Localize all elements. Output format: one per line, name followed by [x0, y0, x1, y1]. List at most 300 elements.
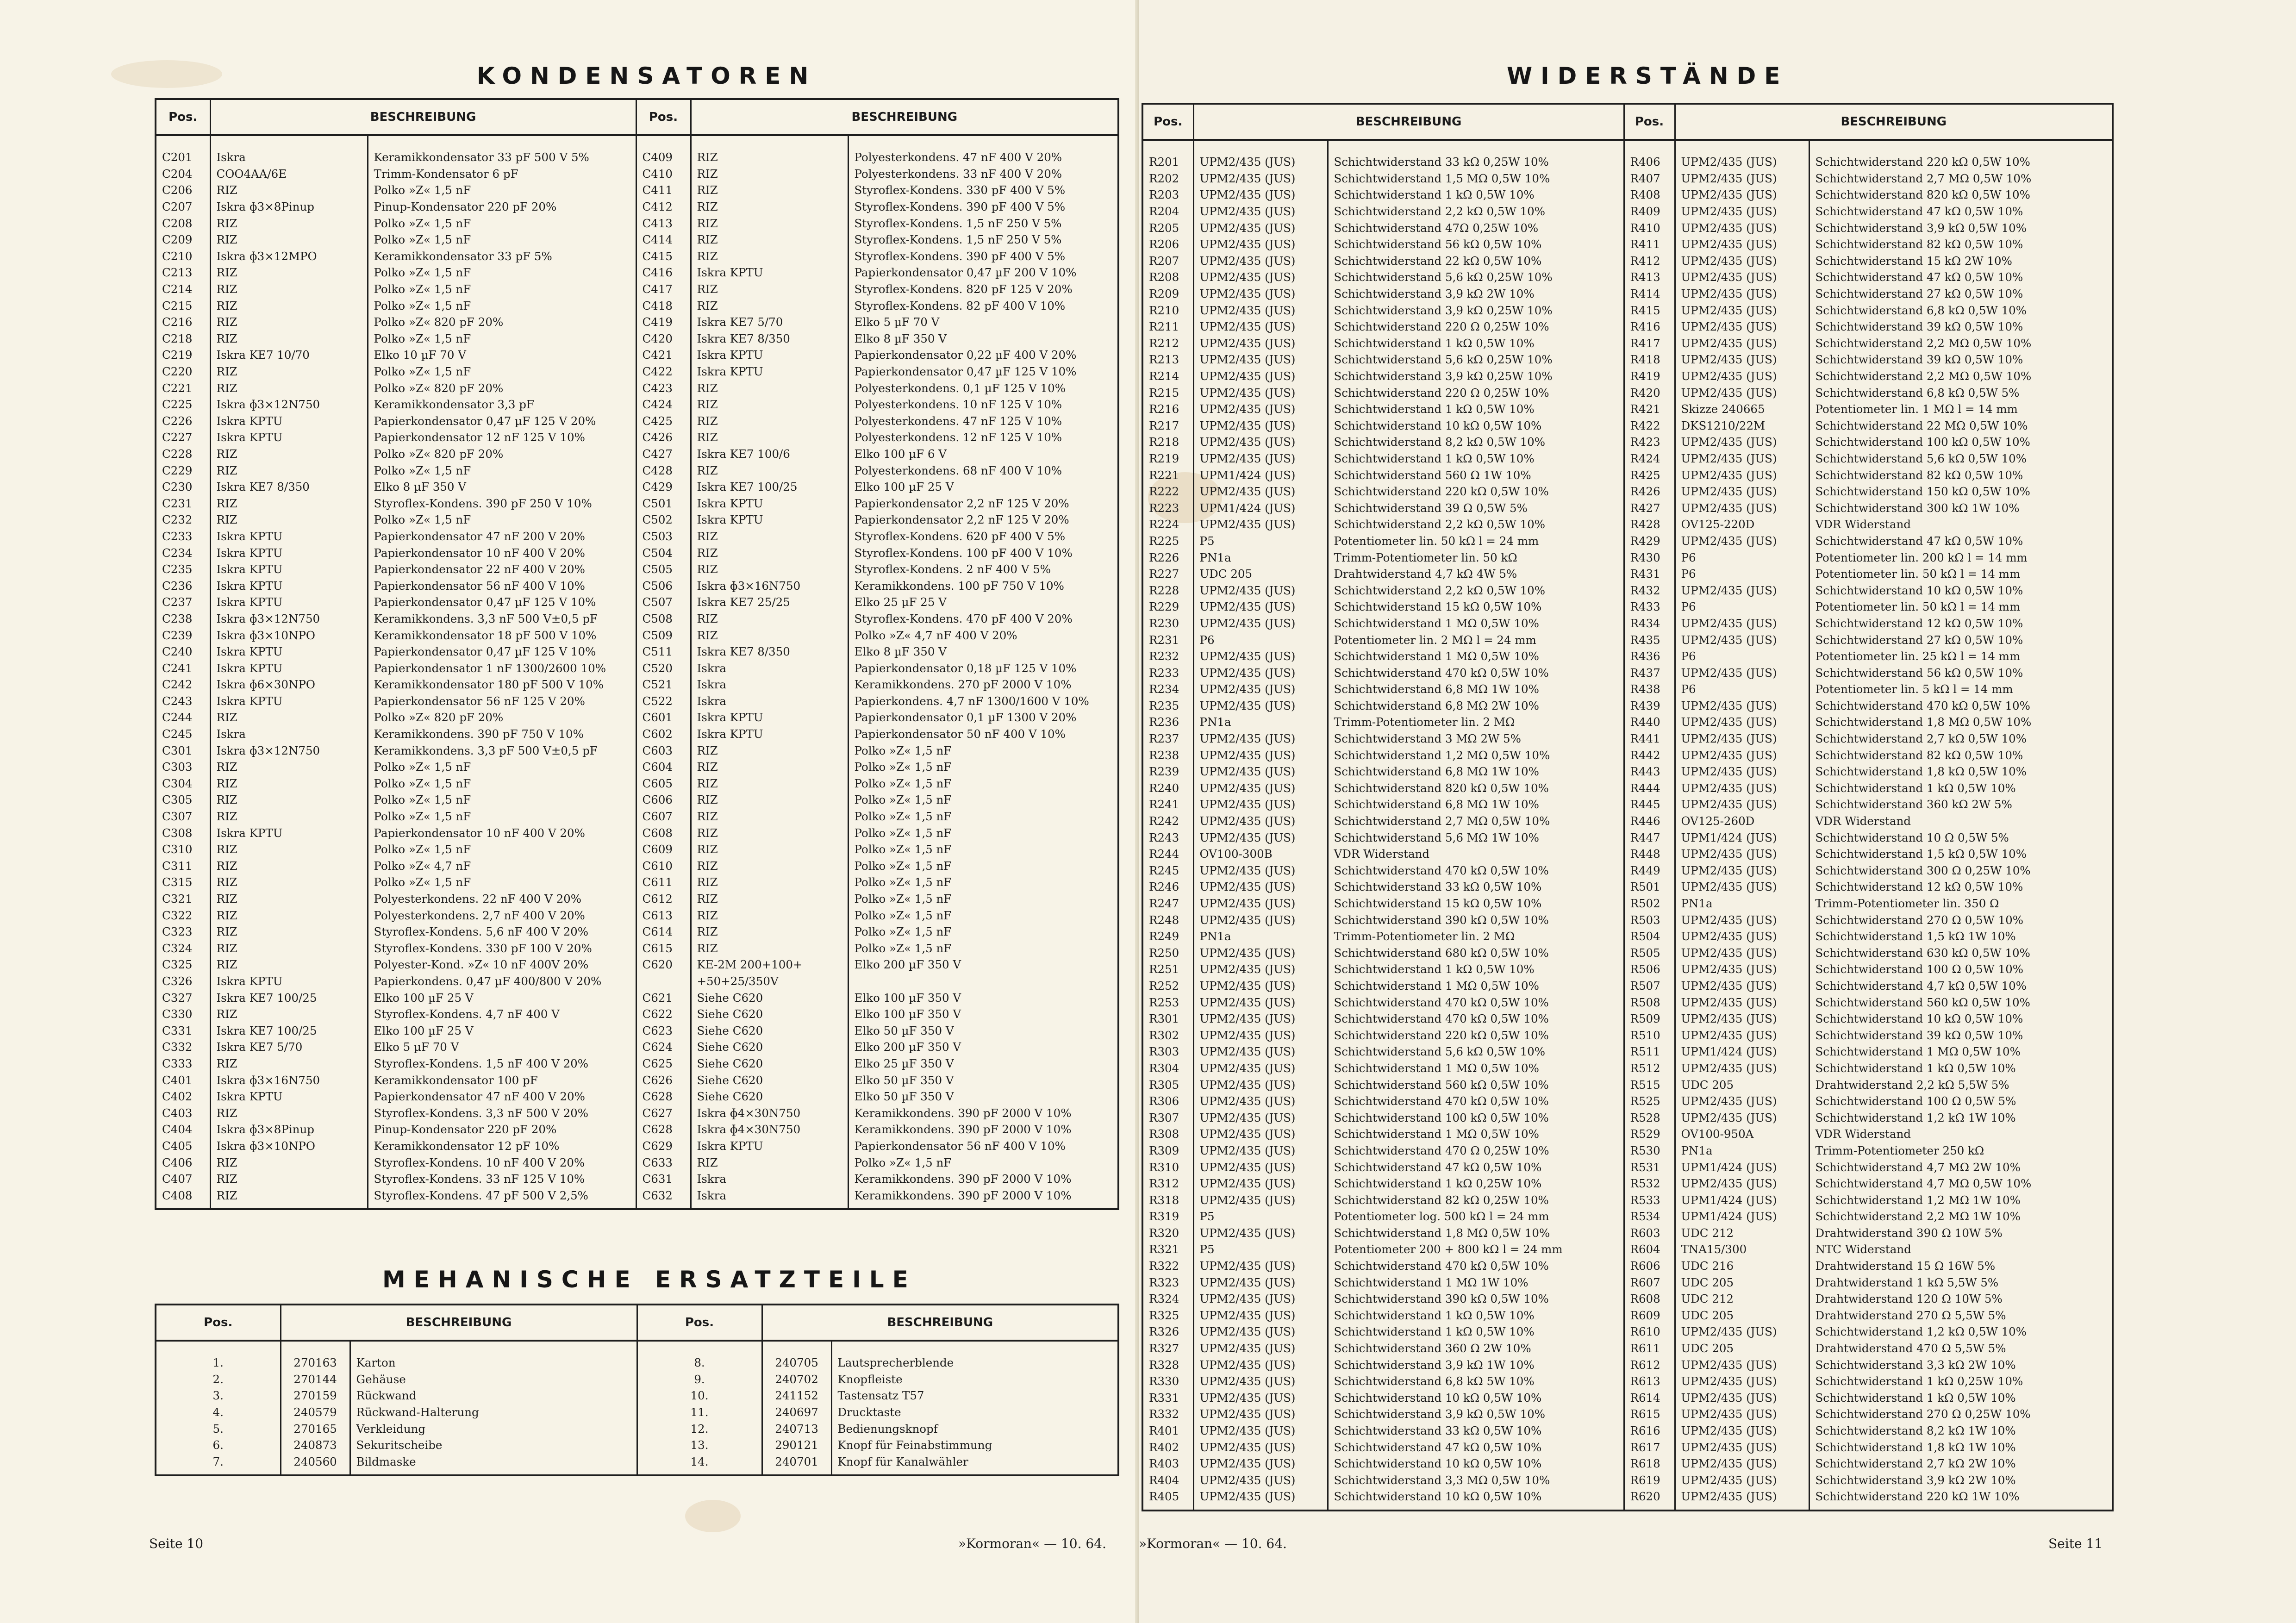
part-position: C622 — [636, 1006, 691, 1023]
part-position: R332 — [1142, 1406, 1193, 1423]
part-description: Polko »Z« 820 pF 20% — [368, 314, 636, 331]
part-position: R606 — [1624, 1258, 1675, 1274]
part-type: Iskra ɸ3×16N750 — [210, 1072, 368, 1088]
table-row — [1142, 467, 2113, 483]
part-description: Potentiometer log. 500 kΩ l = 24 mm — [1328, 1208, 1624, 1225]
part-description: Schichtwiderstand 4,7 MΩ 2W 10% — [1809, 1159, 2113, 1175]
part-description: Knopf für Feinabstimmung — [831, 1437, 1118, 1454]
part-type: UPM2/435 (JUS) — [1193, 351, 1328, 368]
table-row — [1142, 1340, 2113, 1357]
part-description: Styroflex-Kondens. 1,5 nF 400 V 20% — [368, 1055, 636, 1072]
table-row — [1142, 730, 2113, 747]
part-position: R217 — [1142, 418, 1193, 434]
part-position: R408 — [1624, 187, 1675, 203]
part-type: Iskra KPTU — [691, 1138, 848, 1155]
part-description: Polko »Z« 1,5 nF — [368, 331, 636, 347]
part-description: Keramikkondens. 390 pF 2000 V 10% — [848, 1105, 1118, 1121]
part-position: R226 — [1142, 549, 1193, 566]
part-description: Schichtwiderstand 2,2 kΩ 0,5W 10% — [1328, 516, 1624, 533]
part-position: C213 — [156, 264, 210, 281]
table-row — [156, 858, 1118, 874]
part-description: Schichtwiderstand 3,9 kΩ 0,5W 10% — [1328, 1406, 1624, 1423]
table-row — [1142, 1060, 2113, 1077]
header-beschreibung: BESCHREIBUNG — [762, 1305, 1118, 1341]
part-description: Polko »Z« 1,5 nF — [848, 874, 1118, 891]
part-position: R416 — [1624, 318, 1675, 335]
part-position: R330 — [1142, 1373, 1193, 1390]
table-row — [1142, 895, 2113, 912]
table-row — [1142, 1011, 2113, 1027]
part-description: Rückwand-Halterung — [350, 1404, 637, 1421]
part-position: R432 — [1624, 582, 1675, 599]
part-position: R305 — [1142, 1076, 1193, 1093]
part-type: RIZ — [691, 611, 848, 627]
part-type: COO4AA/6E — [210, 166, 368, 182]
kondensatoren-title: KONDENSATOREN — [477, 62, 817, 89]
part-description: Elko 100 µF 25 V — [848, 479, 1118, 495]
part-position: R252 — [1142, 978, 1193, 994]
table-row — [1142, 1390, 2113, 1406]
part-description: Papierkondensator 0,22 µF 400 V 20% — [848, 347, 1118, 363]
part-description: Schichtwiderstand 82 kΩ 0,25W 10% — [1328, 1192, 1624, 1208]
part-description: Polko »Z« 1,5 nF — [368, 808, 636, 825]
part-position: R214 — [1142, 368, 1193, 385]
part-type: RIZ — [210, 1006, 368, 1023]
part-description: Schichtwiderstand 8,2 kΩ 1W 10% — [1809, 1423, 2113, 1439]
part-description: Keramikkondens. 390 pF 2000 V 10% — [848, 1121, 1118, 1138]
part-description: Schichtwiderstand 47 kΩ 0,5W 10% — [1809, 533, 2113, 549]
part-description: Elko 50 µF 350 V — [848, 1022, 1118, 1039]
part-description: Elko 100 µF 6 V — [848, 446, 1118, 462]
part-position: R613 — [1624, 1373, 1675, 1390]
table-row — [1142, 1439, 2113, 1455]
part-position: C603 — [636, 742, 691, 759]
part-position: C303 — [156, 759, 210, 775]
part-type: UPM1/424 (JUS) — [1193, 499, 1328, 516]
part-type: RIZ — [210, 792, 368, 808]
part-position: R246 — [1142, 879, 1193, 895]
part-position: C520 — [636, 660, 691, 676]
part-type: RIZ — [210, 512, 368, 528]
part-type: RIZ — [210, 940, 368, 957]
part-type: UPM2/435 (JUS) — [1675, 269, 1809, 286]
part-position: C521 — [636, 676, 691, 693]
part-position: C327 — [156, 989, 210, 1006]
part-position: R240 — [1142, 780, 1193, 797]
part-position — [636, 973, 691, 990]
part-description: Papierkondensator 0,47 µF 125 V 10% — [368, 643, 636, 660]
part-description: Drahtwiderstand 270 Ω 5,5W 5% — [1809, 1307, 2113, 1324]
part-type: OV125-220D — [1675, 516, 1809, 533]
part-description: Papierkondensator 47 nF 200 V 20% — [368, 528, 636, 545]
part-type: UPM2/435 (JUS) — [1675, 434, 1809, 450]
part-type: PN1a — [1193, 928, 1328, 945]
table-row — [1142, 631, 2113, 648]
part-type: Iskra ɸ3×10NPO — [210, 627, 368, 643]
header-beschreibung: BESCHREIBUNG — [1193, 104, 1624, 140]
widerstaende-body — [1142, 140, 2113, 1511]
part-type: UPM2/435 (JUS) — [1193, 269, 1328, 286]
part-position: C207 — [156, 199, 210, 215]
part-type: UPM2/435 (JUS) — [1675, 499, 1809, 516]
table-row — [1142, 302, 2113, 318]
part-type: RIZ — [210, 446, 368, 462]
part-position: R242 — [1142, 813, 1193, 830]
part-type: UDC 205 — [1675, 1307, 1809, 1324]
part-position: R402 — [1142, 1439, 1193, 1455]
part-type: RIZ — [691, 135, 848, 166]
part-type: UPM2/435 (JUS) — [1193, 796, 1328, 813]
table-row — [1142, 1192, 2113, 1208]
part-type: UDC 205 — [1193, 566, 1328, 582]
part-type: Iskra KPTU — [210, 594, 368, 611]
part-description: Schichtwiderstand 27 kΩ 0,5W 10% — [1809, 631, 2113, 648]
part-position: R208 — [1142, 269, 1193, 286]
part-position: R610 — [1624, 1323, 1675, 1340]
part-position: R324 — [1142, 1291, 1193, 1307]
part-position: C614 — [636, 924, 691, 940]
part-position: R230 — [1142, 615, 1193, 632]
widerstaende-title: WIDERSTÄNDE — [1507, 62, 1789, 89]
part-type: RIZ — [691, 627, 848, 643]
table-row — [1142, 1323, 2113, 1340]
part-type: PN1a — [1675, 895, 1809, 912]
part-type: RIZ — [691, 396, 848, 413]
part-position: C333 — [156, 1055, 210, 1072]
table-row — [1142, 253, 2113, 269]
part-type: RIZ — [210, 775, 368, 792]
part-type: UPM2/435 (JUS) — [1675, 994, 1809, 1011]
part-position: R219 — [1142, 450, 1193, 467]
part-type: RIZ — [691, 775, 848, 792]
part-description: Schichtwiderstand 10 kΩ 0,5W 10% — [1809, 1011, 2113, 1027]
part-description: Schichtwiderstand 390 kΩ 0,5W 10% — [1328, 1291, 1624, 1307]
part-type: 240579 — [281, 1404, 350, 1421]
part-description: Potentiometer lin. 1 MΩ l = 14 mm — [1809, 401, 2113, 418]
part-type: UPM2/435 (JUS) — [1193, 286, 1328, 302]
part-description: Polko »Z« 1,5 nF — [848, 742, 1118, 759]
part-description: Schichtwiderstand 47 kΩ 0,5W 10% — [1809, 203, 2113, 220]
part-position: C401 — [156, 1072, 210, 1088]
table-row — [156, 693, 1118, 710]
part-description: Elko 25 µF 350 V — [848, 1055, 1118, 1072]
part-position: R320 — [1142, 1225, 1193, 1242]
part-type: UPM2/435 (JUS) — [1675, 631, 1809, 648]
part-position: R441 — [1624, 730, 1675, 747]
part-type: UPM2/435 (JUS) — [1675, 1356, 1809, 1373]
part-position: C315 — [156, 874, 210, 891]
part-position: C627 — [636, 1105, 691, 1121]
part-type: RIZ — [691, 297, 848, 314]
part-description: Schichtwiderstand 470 kΩ 0,5W 10% — [1328, 862, 1624, 879]
part-description: Polko »Z« 1,5 nF — [368, 512, 636, 528]
part-position: R429 — [1624, 533, 1675, 549]
part-position: R509 — [1624, 1011, 1675, 1027]
part-type: UPM2/435 (JUS) — [1193, 780, 1328, 797]
part-description: Papierkondensator 0,47 µF 200 V 10% — [848, 264, 1118, 281]
part-type: Iskra — [691, 693, 848, 710]
part-type: RIZ — [691, 1154, 848, 1171]
part-description: Schichtwiderstand 470 kΩ 0,5W 10% — [1809, 698, 2113, 714]
part-type: PN1a — [1675, 1142, 1809, 1159]
part-description: Schichtwiderstand 1 kΩ 0,5W 10% — [1328, 401, 1624, 418]
part-type: UPM2/435 (JUS) — [1675, 780, 1809, 797]
table-row — [156, 891, 1118, 907]
part-description: Schichtwiderstand 820 kΩ 0,5W 10% — [1809, 187, 2113, 203]
part-position: R614 — [1624, 1390, 1675, 1406]
part-type: Iskra KPTU — [691, 347, 848, 363]
part-position: R609 — [1624, 1307, 1675, 1324]
part-description: Polyesterkondens. 12 nF 125 V 10% — [848, 429, 1118, 446]
part-position: C232 — [156, 512, 210, 528]
part-description: Elko 8 µF 350 V — [848, 643, 1118, 660]
part-description: Potentiometer lin. 25 kΩ l = 14 mm — [1809, 648, 2113, 665]
part-description: Lautsprecherblende — [831, 1341, 1118, 1371]
part-position: R437 — [1624, 664, 1675, 681]
part-type: Iskra ɸ3×16N750 — [691, 577, 848, 594]
part-position: R216 — [1142, 401, 1193, 418]
part-position: C209 — [156, 231, 210, 248]
part-description: Schichtwiderstand 390 kΩ 0,5W 10% — [1328, 911, 1624, 928]
table-row — [1142, 384, 2113, 401]
part-description: Schichtwiderstand 1 MΩ 0,5W 10% — [1328, 978, 1624, 994]
part-position: C507 — [636, 594, 691, 611]
part-description: Polko »Z« 1,5 nF — [848, 891, 1118, 907]
table-row — [1142, 928, 2113, 945]
part-position: C208 — [156, 215, 210, 231]
part-type: OV100-950A — [1675, 1126, 1809, 1142]
part-type: UPM2/435 (JUS) — [1675, 384, 1809, 401]
part-description: Polko »Z« 820 pF 20% — [368, 709, 636, 726]
widerstaende-header-row — [1142, 104, 2113, 140]
part-description: Elko 5 µF 70 V — [848, 314, 1118, 331]
part-type: Iskra KE7 100/25 — [210, 989, 368, 1006]
table-row — [1142, 879, 2113, 895]
header-pos: Pos. — [1624, 104, 1675, 140]
part-description: Schichtwiderstand 3,9 kΩ 2W 10% — [1328, 286, 1624, 302]
part-type: UPM2/435 (JUS) — [1193, 401, 1328, 418]
part-position: R440 — [1624, 714, 1675, 730]
part-type: UDC 205 — [1675, 1076, 1809, 1093]
table-row — [1142, 1488, 2113, 1511]
part-position: C235 — [156, 561, 210, 578]
part-position: C615 — [636, 940, 691, 957]
part-description: VDR Widerstand — [1809, 1126, 2113, 1142]
part-description: Schichtwiderstand 47Ω 0,25W 10% — [1328, 219, 1624, 236]
part-description: Schichtwiderstand 1 MΩ 0,5W 10% — [1809, 1043, 2113, 1060]
table-row — [1142, 1027, 2113, 1043]
part-description: Schichtwiderstand 12 kΩ 0,5W 10% — [1809, 879, 2113, 895]
table-row — [156, 1022, 1118, 1039]
mechanische-header-row — [156, 1305, 1118, 1341]
part-position: C326 — [156, 973, 210, 990]
table-row — [1142, 780, 2113, 797]
table-row — [1142, 714, 2113, 730]
part-position: R307 — [1142, 1109, 1193, 1126]
table-row — [1142, 1225, 2113, 1242]
table-row — [1142, 615, 2113, 632]
part-description: Polko »Z« 1,5 nF — [368, 281, 636, 298]
part-position: C409 — [636, 135, 691, 166]
part-description: Schichtwiderstand 5,6 kΩ 0,5W 10% — [1809, 450, 2113, 467]
part-position: R328 — [1142, 1356, 1193, 1373]
part-position: R620 — [1624, 1488, 1675, 1511]
part-position: C412 — [636, 199, 691, 215]
part-description: Trimm-Potentiometer lin. 350 Ω — [1809, 895, 2113, 912]
part-description: Schichtwiderstand 27 kΩ 0,5W 10% — [1809, 286, 2113, 302]
part-position: C609 — [636, 841, 691, 858]
part-type: P6 — [1193, 631, 1328, 648]
part-type: RIZ — [691, 924, 848, 940]
part-position: C402 — [156, 1088, 210, 1105]
header-pos: Pos. — [156, 1305, 281, 1341]
part-position: C426 — [636, 429, 691, 446]
part-description: Schichtwiderstand 1 kΩ 0,5W 10% — [1328, 450, 1624, 467]
table-row — [156, 676, 1118, 693]
part-type: Iskra ɸ3×12N750 — [210, 611, 368, 627]
part-description: Schichtwiderstand 82 kΩ 0,5W 10% — [1809, 747, 2113, 763]
part-type: OV125-260D — [1675, 813, 1809, 830]
part-description: Schichtwiderstand 2,7 MΩ 0,5W 10% — [1328, 813, 1624, 830]
part-type: PN1a — [1193, 549, 1328, 566]
part-description: Schichtwiderstand 300 kΩ 1W 10% — [1809, 499, 2113, 516]
part-position: C605 — [636, 775, 691, 792]
table-row — [156, 297, 1118, 314]
part-type: UPM2/435 (JUS) — [1675, 1455, 1809, 1472]
part-type: UPM2/435 (JUS) — [1675, 763, 1809, 780]
part-position: R319 — [1142, 1208, 1193, 1225]
part-type: 270163 — [281, 1341, 350, 1371]
part-type: UPM2/435 (JUS) — [1193, 1488, 1328, 1511]
part-type: UPM2/435 (JUS) — [1193, 747, 1328, 763]
part-position: C225 — [156, 396, 210, 413]
part-position: C228 — [156, 446, 210, 462]
part-position: C601 — [636, 709, 691, 726]
part-type: Iskra — [691, 1187, 848, 1209]
part-position: R228 — [1142, 582, 1193, 599]
part-position: C624 — [636, 1039, 691, 1055]
kondensatoren-body — [156, 135, 1118, 1209]
part-type: P5 — [1193, 1208, 1328, 1225]
part-position: R229 — [1142, 599, 1193, 615]
table-row — [1142, 236, 2113, 253]
part-type: UPM2/435 (JUS) — [1193, 1472, 1328, 1489]
part-position: C505 — [636, 561, 691, 578]
part-type: Iskra ɸ4×30N750 — [691, 1105, 848, 1121]
part-type: UPM2/435 (JUS) — [1193, 434, 1328, 450]
part-description: Schichtwiderstand 6,8 kΩ 0,5W 10% — [1809, 302, 2113, 318]
part-description: Schichtwiderstand 1,2 kΩ 1W 10% — [1809, 1109, 2113, 1126]
part-description: Drahtwiderstand 120 Ω 10W 5% — [1809, 1291, 2113, 1307]
part-position: R439 — [1624, 698, 1675, 714]
part-type: UPM2/435 (JUS) — [1193, 140, 1328, 170]
part-type: UPM2/435 (JUS) — [1193, 384, 1328, 401]
table-row — [156, 135, 1118, 166]
part-type: UPM2/435 (JUS) — [1193, 895, 1328, 912]
part-description: Schichtwiderstand 1,5 kΩ 0,5W 10% — [1809, 846, 2113, 862]
part-type: UPM2/435 (JUS) — [1193, 1390, 1328, 1406]
table-row — [156, 199, 1118, 215]
part-type: Iskra KPTU — [691, 726, 848, 743]
part-position: C331 — [156, 1022, 210, 1039]
part-type: UPM2/435 (JUS) — [1193, 318, 1328, 335]
part-position: R525 — [1624, 1093, 1675, 1110]
part-position: C506 — [636, 577, 691, 594]
part-position: C411 — [636, 182, 691, 199]
part-type: UPM2/435 (JUS) — [1675, 286, 1809, 302]
part-type: Iskra ɸ4×30N750 — [691, 1121, 848, 1138]
part-position: R223 — [1142, 499, 1193, 516]
part-type: 240701 — [762, 1454, 831, 1476]
part-type: RIZ — [210, 759, 368, 775]
part-description: Pinup-Kondensator 220 pF 20% — [368, 199, 636, 215]
table-row — [156, 1055, 1118, 1072]
part-type: UPM2/435 (JUS) — [1675, 961, 1809, 978]
part-description: Schichtwiderstand 100 Ω 0,5W 5% — [1809, 1093, 2113, 1110]
table-row — [1142, 483, 2113, 500]
part-type: UPM2/435 (JUS) — [1193, 203, 1328, 220]
part-type: RIZ — [691, 824, 848, 841]
part-description: Schichtwiderstand 2,7 kΩ 0,5W 10% — [1809, 730, 2113, 747]
part-type: UPM2/435 (JUS) — [1193, 1373, 1328, 1390]
part-type: Iskra KPTU — [210, 528, 368, 545]
part-description: Trimm-Potentiometer lin. 2 MΩ — [1328, 714, 1624, 730]
part-description: NTC Widerstand — [1809, 1241, 2113, 1258]
part-position: R222 — [1142, 483, 1193, 500]
part-position: R442 — [1624, 747, 1675, 763]
part-description: Schichtwiderstand 4,7 kΩ 0,5W 10% — [1809, 978, 2113, 994]
part-position: R419 — [1624, 368, 1675, 385]
part-description: Polyesterkondens. 47 nF 400 V 20% — [848, 135, 1118, 166]
part-type: UPM2/435 (JUS) — [1193, 879, 1328, 895]
part-description: Papierkondensator 2,2 nF 125 V 20% — [848, 512, 1118, 528]
part-type: UPM2/435 (JUS) — [1193, 368, 1328, 385]
part-position: C305 — [156, 792, 210, 808]
part-description: Potentiometer lin. 50 kΩ l = 14 mm — [1809, 599, 2113, 615]
part-position: C406 — [156, 1154, 210, 1171]
part-description: Schichtwiderstand 2,2 kΩ 0,5W 10% — [1328, 582, 1624, 599]
part-position: 1. — [156, 1341, 281, 1371]
part-position: R449 — [1624, 862, 1675, 879]
part-description: Schichtwiderstand 1 kΩ 0,5W 10% — [1328, 961, 1624, 978]
table-row — [1142, 1076, 2113, 1093]
table-row — [1142, 269, 2113, 286]
table-row — [1142, 418, 2113, 434]
part-description: Schichtwiderstand 2,2 MΩ 0,5W 10% — [1809, 368, 2113, 385]
part-position: C231 — [156, 495, 210, 512]
part-position: R327 — [1142, 1340, 1193, 1357]
table-row — [1142, 846, 2113, 862]
right-page — [1139, 0, 2296, 1623]
part-position: R504 — [1624, 928, 1675, 945]
part-position: R322 — [1142, 1258, 1193, 1274]
part-position: C221 — [156, 380, 210, 396]
part-type: RIZ — [691, 462, 848, 479]
part-position: R238 — [1142, 747, 1193, 763]
part-type: UPM2/435 (JUS) — [1193, 615, 1328, 632]
part-position: 11. — [637, 1404, 762, 1421]
part-type: UPM2/435 (JUS) — [1675, 140, 1809, 170]
part-position: C423 — [636, 380, 691, 396]
part-type: UPM2/435 (JUS) — [1193, 648, 1328, 665]
part-position: 5. — [156, 1420, 281, 1437]
part-type: RIZ — [691, 544, 848, 561]
part-position: C236 — [156, 577, 210, 594]
part-type: P6 — [1675, 681, 1809, 698]
table-row — [1142, 434, 2113, 450]
part-description: Papierkondensator 56 nF 400 V 10% — [368, 577, 636, 594]
part-description: Schichtwiderstand 1 kΩ 0,25W 10% — [1809, 1373, 2113, 1390]
